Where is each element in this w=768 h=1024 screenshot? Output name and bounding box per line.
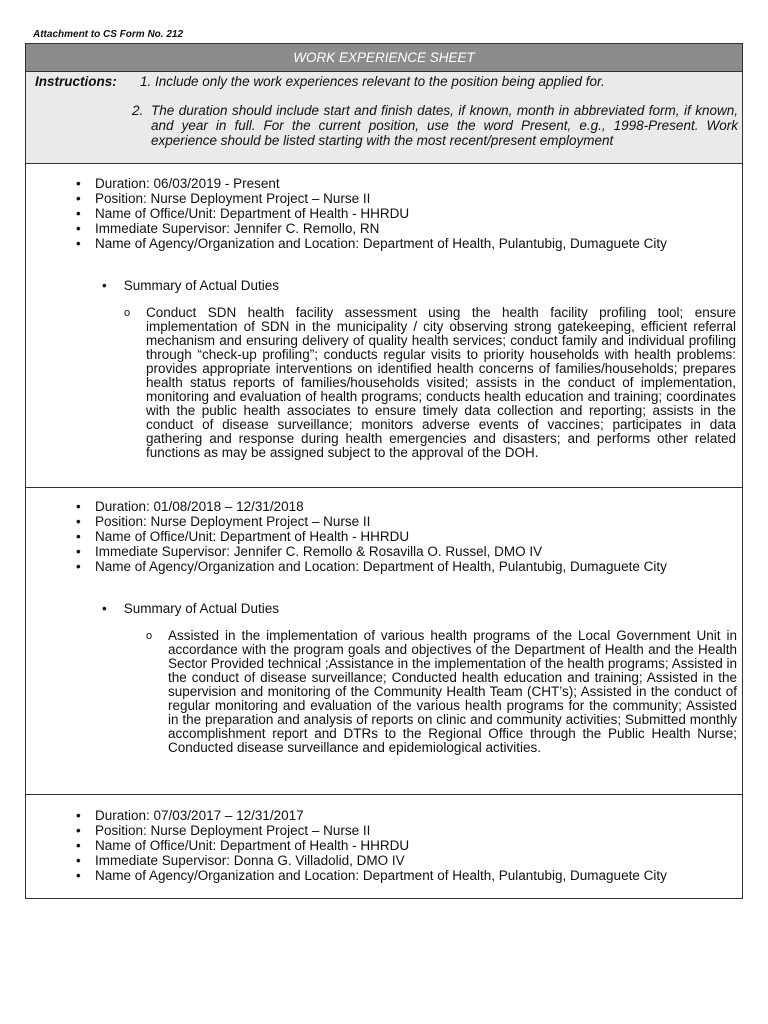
entry-supervisor: • Immediate Supervisor: Jennifer C. Remollo & Rosavilla O. Russel, DMO IV	[26, 544, 744, 559]
work-entry	[26, 164, 742, 488]
entry-agency: • Name of Agency/Organization and Location: Department of Health, Pulantubig, Dumaguete City	[26, 868, 744, 883]
entry-details	[26, 499, 744, 574]
entry-supervisor: • Immediate Supervisor: Donna G. Villadolid, DMO IV	[26, 853, 744, 868]
entry-position: • Position: Nurse Deployment Project – Nurse II	[26, 191, 744, 206]
summary-label: • Summary of Actual Duties	[122, 278, 279, 293]
instructions-section	[26, 72, 742, 164]
entry-details	[26, 808, 744, 883]
instruction-item-1: 1. Include only the work experiences relevant to the position being applied for.	[140, 74, 605, 89]
entry-duration: • Duration: 07/03/2017 – 12/31/2017	[26, 808, 744, 823]
attachment-label: Attachment to CS Form No. 212	[33, 29, 184, 40]
circle-bullet-icon: o	[124, 307, 131, 319]
instruction-item-2	[132, 103, 738, 149]
entry-duration: • Duration: 06/03/2019 - Present	[26, 176, 744, 191]
entry-office: • Name of Office/Unit: Department of Health - HHRDU	[26, 838, 744, 853]
circle-bullet-icon: o	[146, 630, 153, 642]
entry-duration: • Duration: 01/08/2018 – 12/31/2018	[26, 499, 744, 514]
work-experience-sheet	[25, 43, 743, 899]
entry-duties	[146, 628, 737, 755]
summary-label: • Summary of Actual Duties	[122, 601, 279, 616]
entry-position: • Position: Nurse Deployment Project – Nurse II	[26, 823, 744, 838]
instructions-label: Instructions:	[35, 74, 117, 89]
entry-agency: • Name of Agency/Organization and Location: Department of Health, Pulantubig, Dumaguete City	[26, 236, 744, 251]
entry-supervisor: • Immediate Supervisor: Jennifer C. Remollo, RN	[26, 221, 744, 236]
sheet-title: WORK EXPERIENCE SHEET	[26, 44, 742, 72]
entry-office: • Name of Office/Unit: Department of Health - HHRDU	[26, 206, 744, 221]
work-entry	[26, 488, 742, 795]
entry-office: • Name of Office/Unit: Department of Health - HHRDU	[26, 529, 744, 544]
entry-details	[26, 176, 744, 251]
work-entry	[26, 795, 742, 899]
instruction-item-2-text: The duration should include start and finish dates, if known, month in abbreviated form, if known, and year in full. For the current position, use the word Present, e.g., 1998-Present. Work experience should be listed starting with the most recent/present employment	[151, 103, 738, 149]
entry-duties-text: Conduct SDN health facility assessment using the health facility profiling tool; ensure implementation of SDN in the municipality / city observing strong gatekeeping, efficient referral mechanism and ensuring delivery of quality health services; conduct family and individual profiling through “check-up profiling”; conducts regular visits to priority households with health problems: provides appropriate interventions on identified health concerns of families/households; prepares health status reports of families/households visited; assists in the conduct of implementation, monitoring and evaluation of health programs; conducts health education and training; coordinates with the public health associates to ensure timely data collection and reporting; assists in the conduct of disease surveillance; monitors adverse events of vaccines; participates in data gathering and response during health emergencies and disasters; and performs other related functions as may be assigned subject to the approval of the DOH.	[146, 305, 736, 460]
entry-duties-text: Assisted in the implementation of various health programs of the Local Government Unit in accordance with the program goals and objectives of the Department of Health and the Health Sector Provided technical ;Assistance in the implementation of the health programs; Assisted in the conduct of disease surveillance; Conducted health education and training; Assisted in the supervision and monitoring of the Community Health Team (CHT’s); Assisted in the conduct of regular monitoring and evaluation of the various health programs for the community; Assisted in the preparation and analysis of reports on clinic and community activities; Submitted monthly accomplishment report and DTRs to the Regional Office through the Public Health Nurse; Conducted disease surveillance and epidemiological activities.	[168, 628, 737, 755]
instruction-item-2-number: 2.	[132, 103, 144, 118]
entry-duties	[124, 305, 736, 460]
entry-agency: • Name of Agency/Organization and Location: Department of Health, Pulantubig, Dumaguete City	[26, 559, 744, 574]
entry-position: • Position: Nurse Deployment Project – Nurse II	[26, 514, 744, 529]
